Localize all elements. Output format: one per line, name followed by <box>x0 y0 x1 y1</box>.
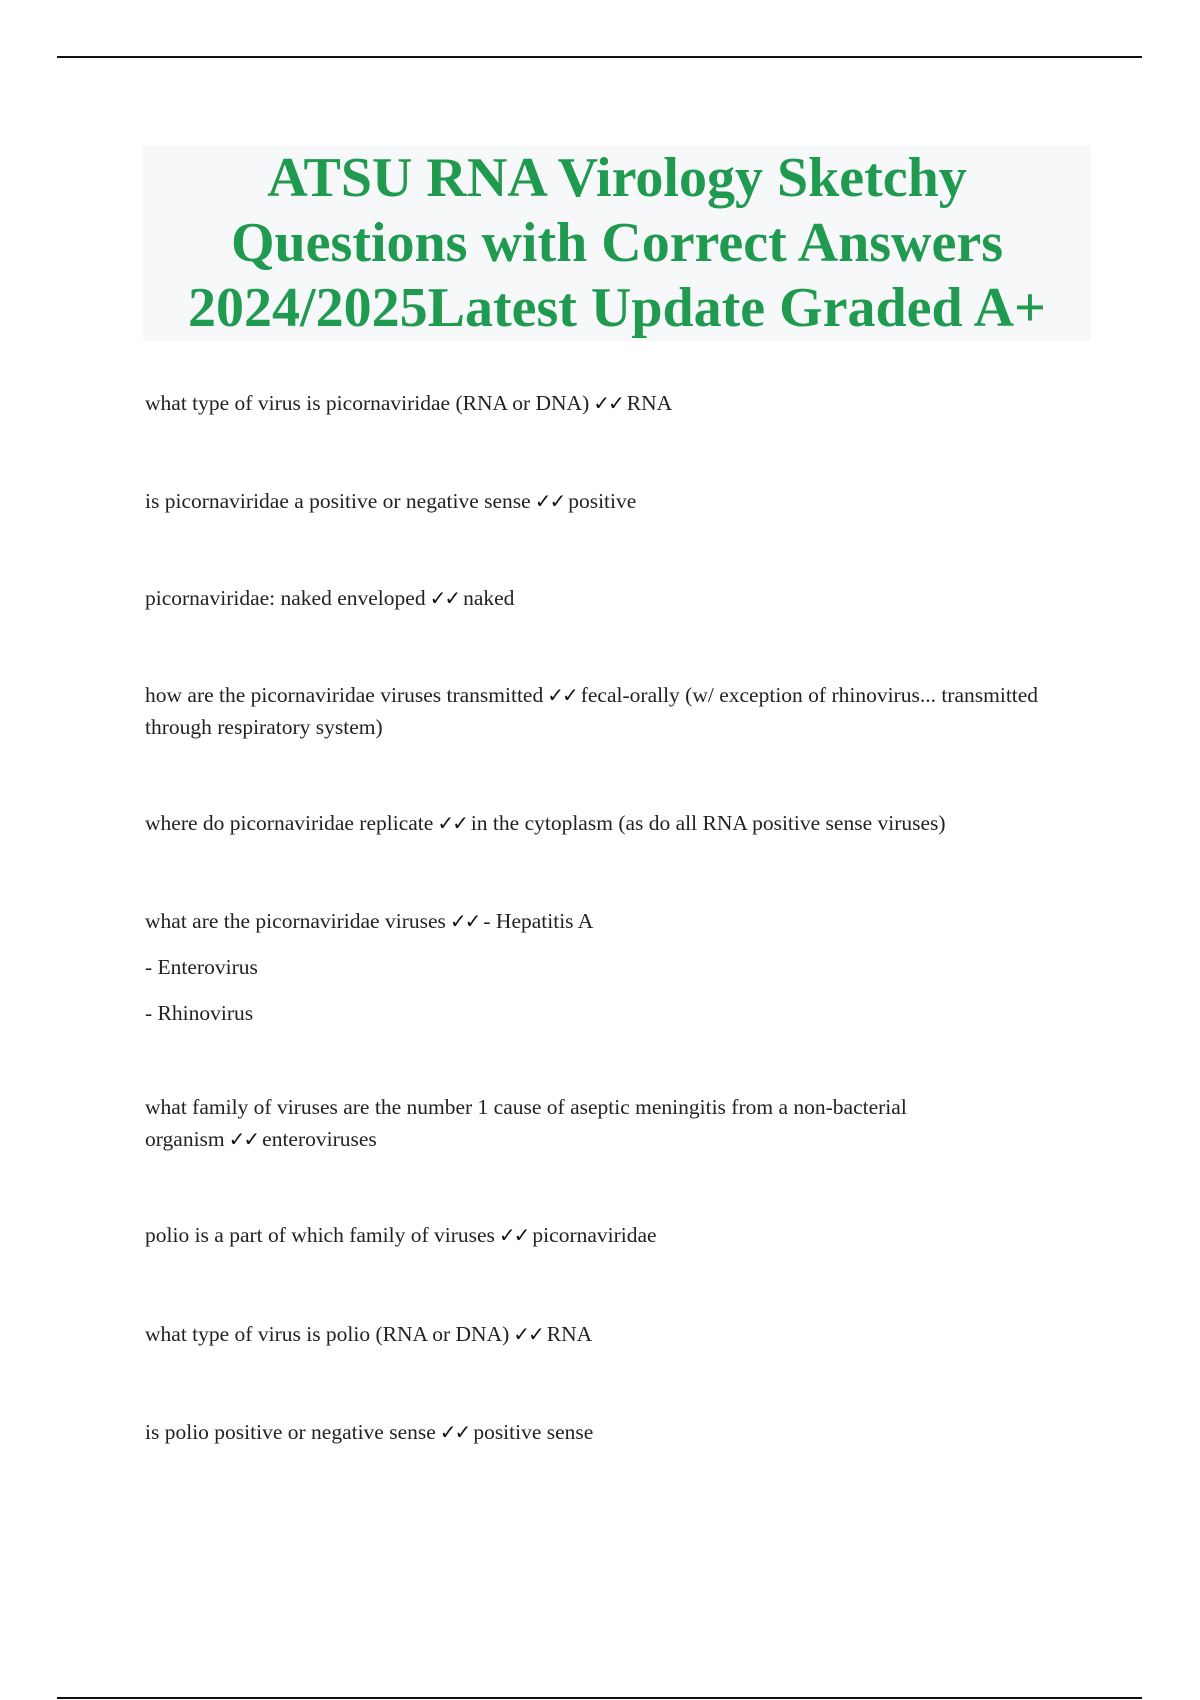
footer-rule <box>57 1697 1142 1699</box>
title-line: ATSU RNA Virology Sketchy <box>267 146 967 209</box>
answer-text: positive sense <box>473 1420 594 1444</box>
question-text: what type of virus is polio (RNA or DNA) <box>145 1322 510 1346</box>
qa-item <box>145 679 1045 743</box>
question-text: polio is a part of which family of viruses <box>145 1223 495 1247</box>
qa-item <box>145 807 1075 839</box>
check-icon: ✓✓ <box>437 811 467 835</box>
question-text: what family of viruses are the number 1 cause of aseptic meningitis from a non-bacterial organism <box>145 1095 907 1151</box>
check-icon: ✓✓ <box>498 1223 529 1247</box>
qa-item <box>145 582 1075 614</box>
question-text: how are the picornaviridae viruses transmitted <box>145 683 544 707</box>
answer-text: in the cytoplasm (as do all RNA positive sense viruses) <box>470 811 946 835</box>
check-icon: ✓✓ <box>228 1127 259 1151</box>
check-icon: ✓✓ <box>593 391 623 415</box>
answer-text: RNA <box>626 391 673 415</box>
answer-text: fecal-orally (w/ exception of rhinovirus... transmitted through respiratory system) <box>145 683 1039 739</box>
question-text: where do picornaviridae replicate <box>145 811 434 835</box>
question-text: is picornaviridae a positive or negative sense <box>145 489 531 513</box>
qa-item <box>145 1416 1075 1448</box>
check-icon: ✓✓ <box>449 909 480 933</box>
answer-text: positive <box>568 489 637 513</box>
answer-text: - Hepatitis A <box>483 909 594 933</box>
qa-item <box>145 1219 1075 1251</box>
qa-item <box>145 387 1075 419</box>
answer-text: RNA <box>546 1322 593 1346</box>
title-line: 2024/2025Latest Update Graded A+ <box>188 276 1046 339</box>
check-icon: ✓✓ <box>429 586 460 610</box>
title-banner <box>143 145 1091 341</box>
list-item: - Rhinovirus <box>145 1001 254 1025</box>
check-icon: ✓✓ <box>534 489 565 513</box>
answer-text: naked <box>463 586 515 610</box>
answer-text: picornaviridae <box>532 1223 657 1247</box>
document-title <box>188 146 1046 341</box>
qa-item <box>145 905 1075 1029</box>
check-icon: ✓✓ <box>513 1322 543 1346</box>
qa-item <box>145 1318 1075 1350</box>
answer-text: enteroviruses <box>262 1127 377 1151</box>
question-text: picornaviridae: naked enveloped <box>145 586 426 610</box>
qa-item <box>145 1091 1025 1155</box>
question-text: is polio positive or negative sense <box>145 1420 436 1444</box>
check-icon: ✓✓ <box>439 1420 470 1444</box>
title-line: Questions with Correct Answers <box>230 211 1003 274</box>
list-item: - Enterovirus <box>145 955 258 979</box>
question-text: what type of virus is picornaviridae (RNA or DNA) <box>145 391 590 415</box>
check-icon: ✓✓ <box>547 683 577 707</box>
question-text: what are the picornaviridae viruses <box>145 909 446 933</box>
header-rule <box>57 56 1142 58</box>
qa-item <box>145 485 1075 517</box>
